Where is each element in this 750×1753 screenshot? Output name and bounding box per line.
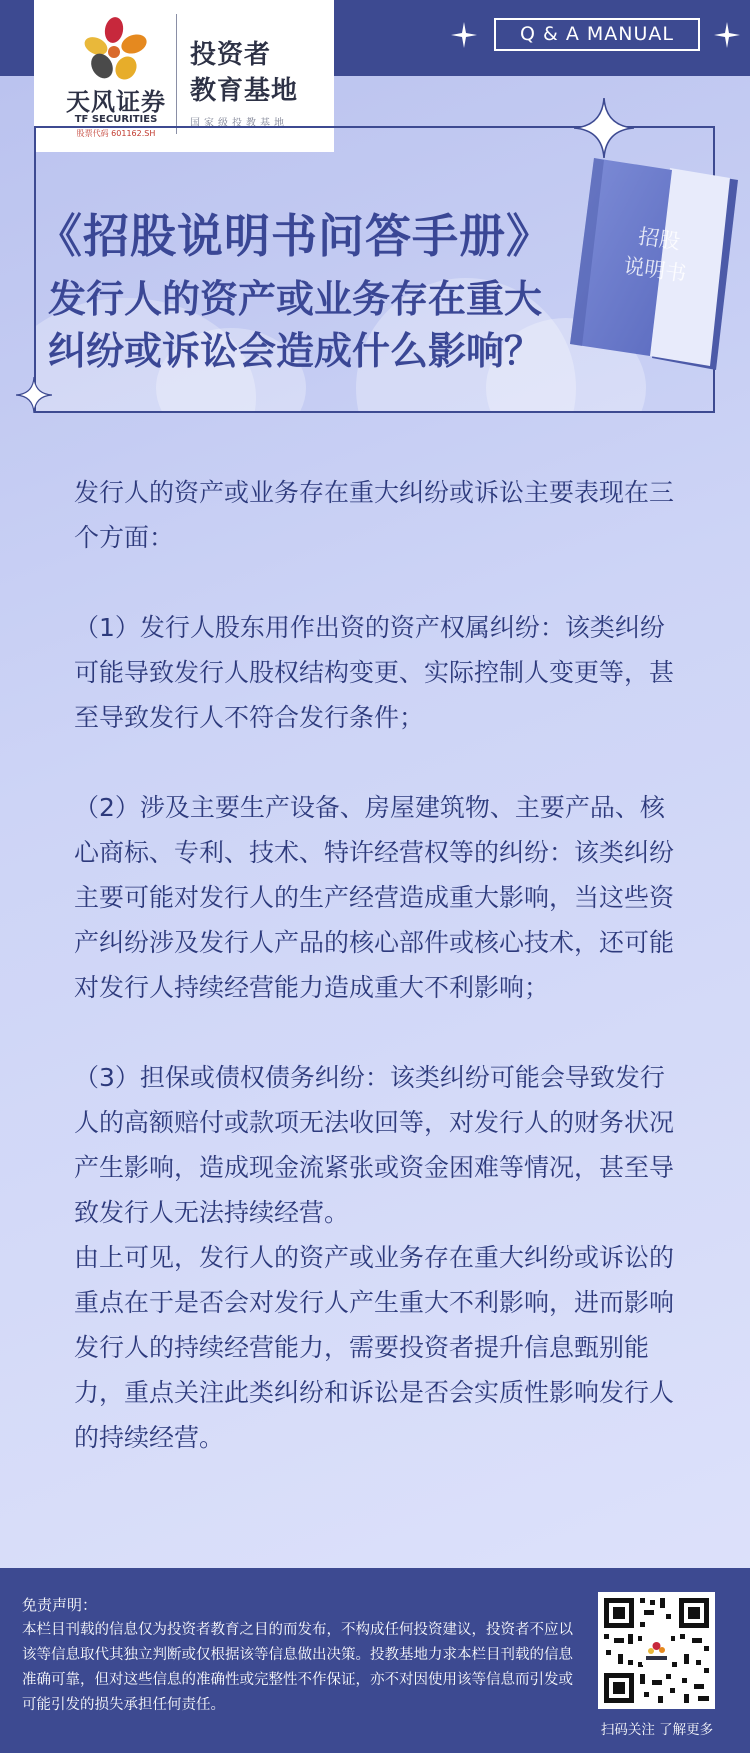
footer bbox=[0, 1568, 750, 1753]
book-label bbox=[614, 219, 700, 291]
disclaimer-text: 本栏目刊载的信息仅为投资者教育之目的而发布，不构成任何投资建议，投资者不应以该等信息取代其独立判断或仅根据该等信息做出决策。投教基地力求本栏目刊载的信息准确可靠，但对这些信息的准确性或完整性不作保证，亦不对因使用该等信息而引发或可能引发的损失承担任何责任。 bbox=[22, 1622, 573, 1713]
brand-name: 天风证券 bbox=[66, 88, 166, 116]
sparkle-icon bbox=[714, 22, 740, 48]
qr-code[interactable] bbox=[598, 1592, 715, 1709]
sparkle-icon bbox=[574, 98, 634, 158]
answer-intro: 发行人的资产或业务存在重大纠纷或诉讼主要表现在三个方面： bbox=[74, 478, 675, 552]
manual-title: 《招股说明书问答手册》 bbox=[36, 209, 553, 263]
base-title-line1: 投资者 bbox=[190, 40, 272, 70]
base-title-line2: 教育基地 bbox=[190, 76, 299, 106]
qr-caption: 扫码关注 了解更多 bbox=[600, 1722, 714, 1738]
base-subtitle: 国家级投教基地 bbox=[190, 118, 288, 129]
brand-english-name: TF SECURITIES bbox=[74, 114, 158, 125]
tf-flower-logo-icon bbox=[74, 14, 154, 84]
qa-manual-badge: Q & A MANUAL bbox=[494, 18, 700, 51]
disclaimer-title: 免责声明： bbox=[22, 1596, 98, 1614]
question-line2: 纠纷或诉讼会造成什么影响？ bbox=[48, 329, 543, 373]
book-label-line2: 说明书 bbox=[622, 253, 688, 287]
stock-code: 股票代码 601162.SH bbox=[76, 129, 156, 138]
answer-point-2: （2）涉及主要生产设备、房屋建筑物、主要产品、核心商标、专利、技术、特许经营权等的纠纷：该类纠纷主要可能对发行人的生产经营造成重大影响，当这些资产纠纷涉及发行人产品的核心部件或核心技术，还可能对发行人持续经营能力造成重大不利影响； bbox=[74, 793, 675, 1002]
answer-point-3: （3）担保或债权债务纠纷：该类纠纷可能会导致发行人的高额赔付或款项无法收回等，对发行人的财务状况产生影响，造成现金流紧张或资金困难等情况，甚至导致发行人无法持续经营。 bbox=[74, 1063, 675, 1227]
book-label-line1: 招股 bbox=[636, 224, 682, 254]
sparkle-icon bbox=[16, 377, 52, 413]
logo-divider bbox=[176, 14, 177, 134]
answer-point-1: （1）发行人股东用作出资的资产权属纠纷：该类纠纷可能导致发行人股权结构变更、实际控制人变更等，甚至导致发行人不符合发行条件； bbox=[74, 613, 675, 732]
sparkle-icon bbox=[451, 22, 477, 48]
question-line1: 发行人的资产或业务存在重大 bbox=[48, 277, 543, 321]
answer-body bbox=[74, 470, 686, 1460]
answer-conclusion: 由上可见，发行人的资产或业务存在重大纠纷或诉讼的重点在于是否会对发行人产生重大不利影响，进而影响发行人的持续经营能力，需要投资者提升信息甄别能力，重点关注此类纠纷和诉讼是否会实质性影响发行人的持续经营。 bbox=[74, 1243, 675, 1452]
